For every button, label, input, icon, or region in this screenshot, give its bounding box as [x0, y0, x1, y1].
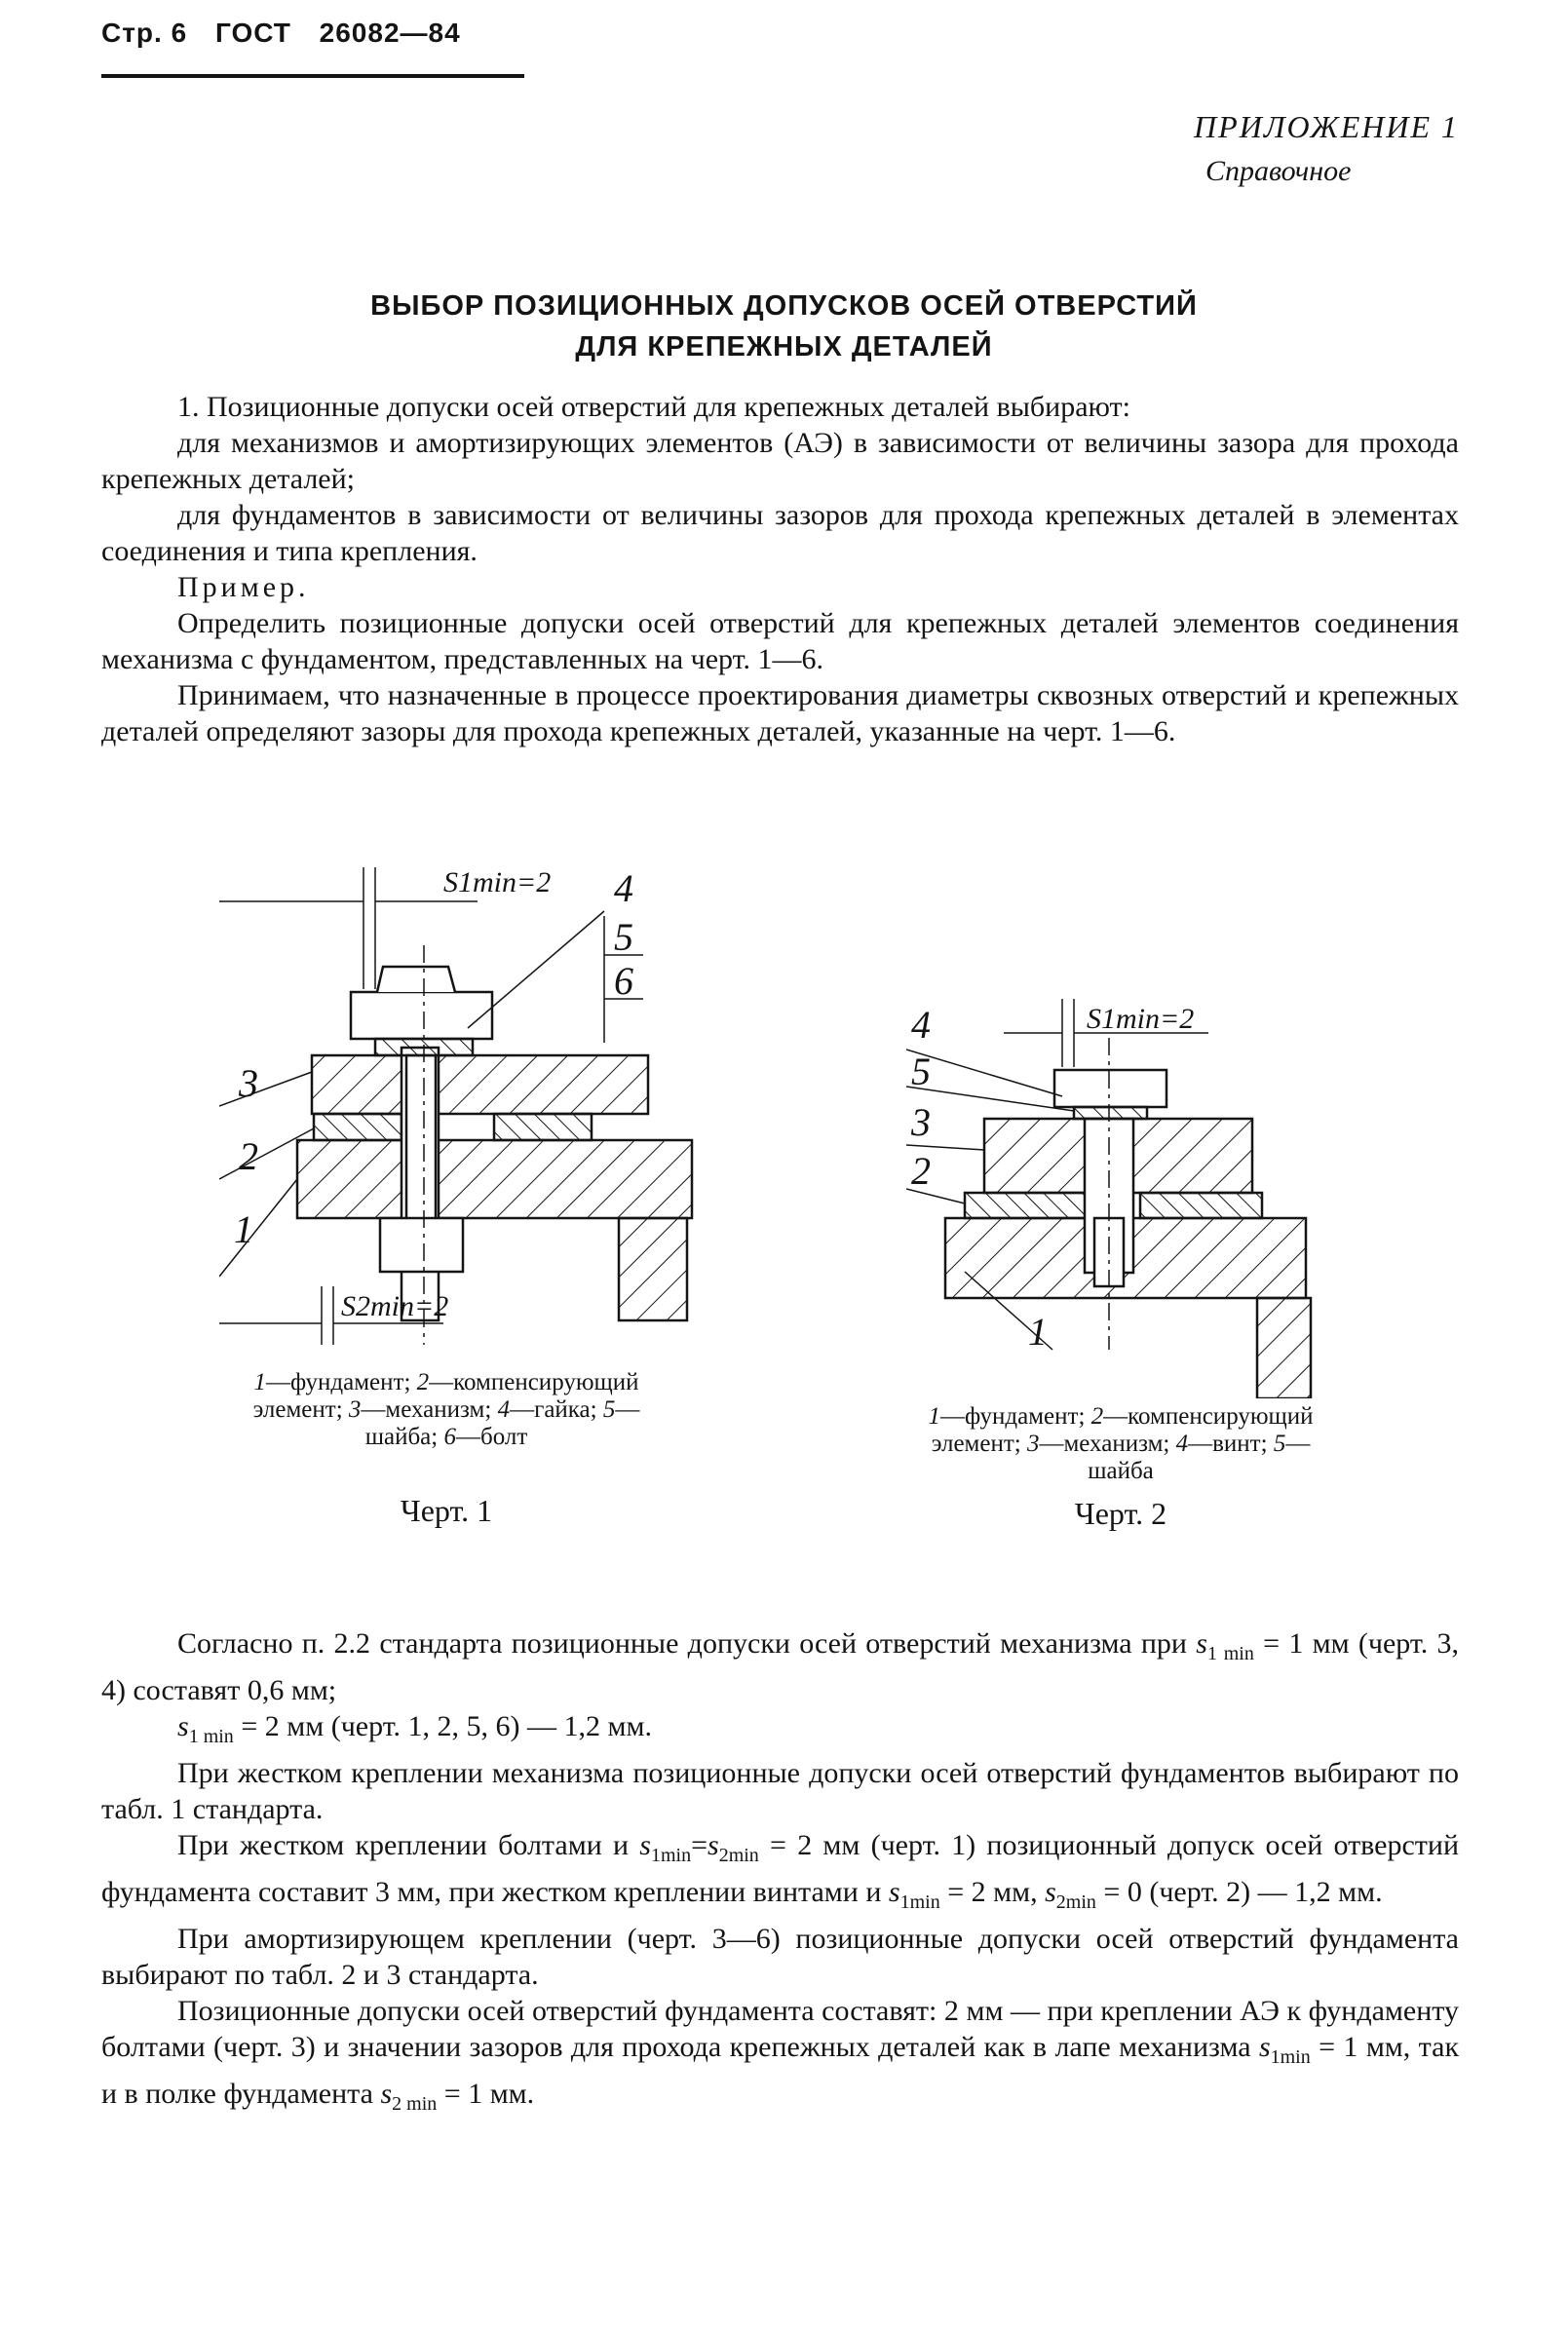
figure-1-caption: 1—фундамент; 2—компенсирующий элемент; 3—механизм; 4—гайка; 5—шайба; 6—болт [252, 1369, 640, 1450]
title-line-2: ДЛЯ КРЕПЕЖНЫХ ДЕТАЛЕЙ [575, 331, 993, 363]
fig1-label-2: 2 [239, 1134, 258, 1178]
fig2-label-1: 1 [1028, 1310, 1048, 1354]
fig2-label-5: 5 [911, 1050, 931, 1093]
fig2-dim-s1: S1min=2 [1087, 1003, 1195, 1035]
appendix-label: ПРИЛОЖЕНИЕ 1 [1194, 109, 1459, 144]
fig1-dim-s1: S1min=2 [443, 866, 552, 898]
page-header [101, 18, 480, 49]
fig2-label-4: 4 [911, 1003, 931, 1047]
section-title [0, 286, 1568, 367]
fig2-label-3: 3 [911, 1100, 931, 1144]
compensating-element-left [314, 1114, 402, 1140]
figure-1-drawing [219, 858, 726, 1345]
after-paragraph-4: При жестком креплении болтами и $s_{1min}=s_{2min} = 2$ мм (черт. 1) позиционный допуск осей отверстий фундамента составит 3 мм, при жестком креплении винтами и $s_{1min} = 2$ мм, $s_{2min} = 0$ (черт. 2) — 1,2 мм. [101, 1829, 1460, 1913]
after-paragraph-1: Согласно п. 2.2 стандарта позиционные допуски осей отверстий механизма при $s_{1 min} = 1$ мм (черт. 3, 4) составят 0,6 мм; [101, 1627, 1459, 1706]
bolt-head [380, 1218, 463, 1272]
figure-2-caption: 1—фундамент; 2—компенсирующий элемент; 3—механизм; 4—винт; 5—шайба [928, 1403, 1314, 1484]
compensating-element-right [494, 1114, 592, 1140]
conclusion-text [101, 1625, 1459, 2122]
standard-number: 26082—84 [319, 18, 461, 48]
foundation-part [297, 1140, 692, 1218]
fig1-label-6: 6 [614, 959, 633, 1003]
figure-2-drawing [906, 979, 1316, 1398]
washer [1074, 1107, 1147, 1119]
header-rule [101, 74, 524, 78]
after-paragraph-3: При жестком креплении механизма позиционные допуски осей отверстий фундаментов выбирают по табл. 1 стандарта. [101, 1757, 1459, 1825]
bolt-shank [406, 1055, 436, 1236]
after-paragraph-2: $s_{1 min} = 2$ мм (черт. 1, 2, 5, 6) — 1,2 мм. [177, 1710, 653, 1747]
intro-paragraph-6: Принимаем, что назначенные в процессе проектирования диаметры сквозных отверстий и крепежных деталей определяют зазоры для прохода крепежных деталей, указанные на черт. 1—6. [101, 679, 1459, 747]
fig1-label-5: 5 [614, 915, 633, 959]
bolt-top [377, 967, 455, 992]
fig1-label-4: 4 [614, 866, 633, 910]
figure-2-title: Черт. 2 [1074, 1496, 1167, 1531]
mechanism-part [312, 1055, 648, 1114]
intro-paragraph-2: для механизмов и амортизирующих элементов (АЭ) в зависимости от величины зазора для прохода крепежных деталей; [101, 427, 1459, 495]
fig2-label-2: 2 [911, 1149, 931, 1193]
foundation-web [1257, 1298, 1311, 1398]
page-number: Стр. 6 [101, 18, 188, 48]
after-paragraph-6: Позиционные допуски осей отверстий фундамента составят: 2 мм — при креплении АЭ к фундаменту болтами (черт. 3) и значении зазоров для прохода крепежных деталей как в лапе механизма $s_{1min} = 1$ мм, так и в полке фундамента $s_{2 min} = 1$ мм. [101, 1995, 1460, 2115]
appendix-block [1194, 109, 1459, 188]
example-heading: Пример. [177, 571, 310, 603]
figure-1-title: Черт. 1 [400, 1493, 493, 1528]
intro-paragraph-5: Определить позиционные допуски осей отверстий для крепежных деталей элементов соединения механизма с фундаментом, представленных на черт. 1—6. [101, 607, 1459, 675]
intro-text [101, 389, 1459, 749]
fig1-dim-s2: S2min=2 [341, 1290, 449, 1322]
fig1-label-1: 1 [234, 1207, 253, 1251]
screw-head [1054, 1070, 1166, 1107]
compensating-element-left [965, 1193, 1090, 1218]
nut [351, 992, 492, 1039]
title-line-1: ВЫБОР ПОЗИЦИОННЫХ ДОПУСКОВ ОСЕЙ ОТВЕРСТИЙ [370, 290, 1198, 322]
intro-paragraph-3: для фундаментов в зависимости от величины зазоров для прохода крепежных деталей в элементах соединения и типа крепления. [101, 499, 1459, 567]
intro-paragraph-1: 1. Позиционные допуски осей отверстий для крепежных деталей выбирают: [177, 391, 1131, 423]
foundation-web [619, 1218, 687, 1320]
fig1-label-3: 3 [239, 1061, 258, 1105]
after-paragraph-5: При амортизирующем креплении (черт. 3—6) позиционные допуски осей отверстий фундамента выбирают по табл. 2 и 3 стандарта. [101, 1923, 1459, 1991]
standard-label: ГОСТ [214, 18, 291, 48]
compensating-element-right [1140, 1193, 1262, 1218]
appendix-type: Справочное [1205, 155, 1352, 187]
